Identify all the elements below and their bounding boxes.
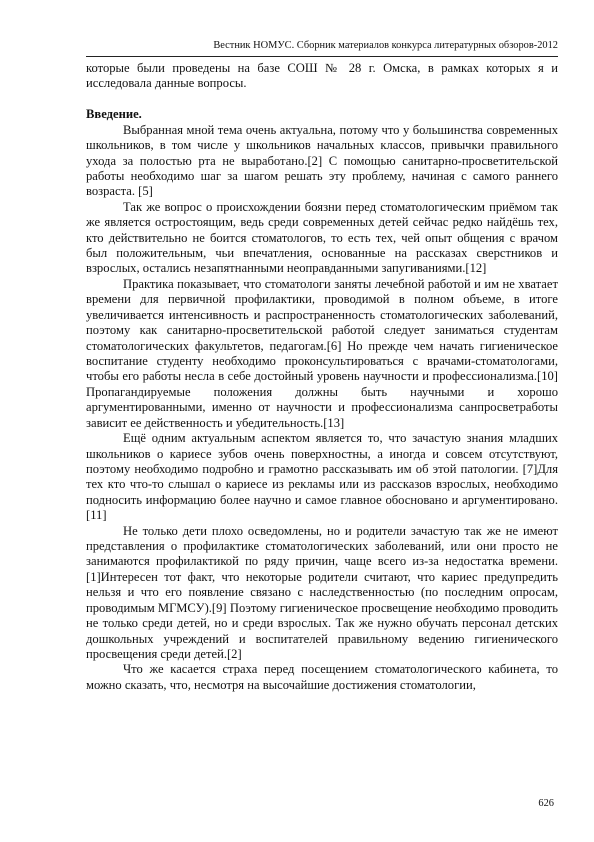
paragraph: Так же вопрос о происхождении боязни перед стоматологическим приёмом так же является остростоящим, ведь среди современных детей сейчас редко найдёшь тех, кто действительно не боится стоматологов, то есть тех, чей опыт общения с врачом был положительным, чьи впечатления, основанные на рассказах сверстников и взрослых, остались незапятнанными неоправданными запугиваниями.[12] bbox=[86, 199, 558, 276]
paragraph: Выбранная мной тема очень актуальна, потому что у большинства современных школьников, в том числе у школьников начальных классов, привычки правильного ухода за полостью рта не выработано.[2] С помощью санитарно-просветительской работы необходимо шаг за шагом решать эту проблему, начиная с самого раннего возраста. [5] bbox=[86, 122, 558, 199]
section-heading: Введение. bbox=[86, 107, 142, 122]
page-number: 626 bbox=[538, 798, 554, 809]
paragraph-continuation: которые были проведены на базе СОШ № 28 г. Омска, в рамках которых я и исследовала данные вопросы. bbox=[86, 61, 558, 91]
paragraph-last: Что же касается страха перед посещением стоматологического кабинета, то можно сказать, что, несмотря на высочайшие достижения стоматологии, bbox=[86, 662, 558, 692]
paragraph: Ещё одним актуальным аспектом является то, что зачастую знания младших школьников о кариесе зубов очень поверхностны, а иногда и совсем отсутствуют, поэтому необходимо подробно и грамотно рассказывать им об этой патологии. [7]Для тех кто что-то слышал о кариесе из рекламы или из рассказов взрослых, необходимо подносить информацию более научно и самое главное обосновано и аргументировано. [11] bbox=[86, 431, 558, 523]
paragraph: Практика показывает, что стоматологи заняты лечебной работой и им не хватает времени для первичной профилактики, проводимой в полном объеме, в итоге увеличивается интенсивность и распространенность стоматологических заболеваний, поэтому как санитарно-просветительской работой следует заниматься студентам стоматологических факультетов, педагогам.[6] Но прежде чем начать гигиеническое воспитание студенту необходимо проконсультироваться с врачами-стоматологами, чтобы его работы несла в себе достойный уровень научности и профессионализма.[10] Пропагандируемые положения должны быть научными и хорошо аргументированными, именно от научности и профессионализма санпросветработы зависит ее действенность и убедительность.[13] bbox=[86, 276, 558, 430]
paragraph: Не только дети плохо осведомлены, но и родители зачастую так же не имеют представления о профилактике стоматологических заболеваний, или они просто не занимаются профилактикой по ряду причин, чаще всего из-за недостатка времени. [1]Интересен тот факт, что некоторые родители считают, что кариес предупредить нельзя и что его появление связано с наследственностью (по последним опросам, проводимым МГМСУ).[9] Поэтому гигиеническое просвещение необходимо проводить не только среди детей, но и среди взрослых. Так же нужно обучать персонал детских дошкольных учреждений и воспитателей правильному ведению гигиенического просвещения среди детей.[2] bbox=[86, 523, 558, 661]
article-body bbox=[86, 61, 558, 693]
running-header: Вестник НОМУС. Сборник материалов конкурса литературных обзоров-2012 bbox=[213, 40, 558, 51]
header-rule bbox=[86, 56, 558, 57]
